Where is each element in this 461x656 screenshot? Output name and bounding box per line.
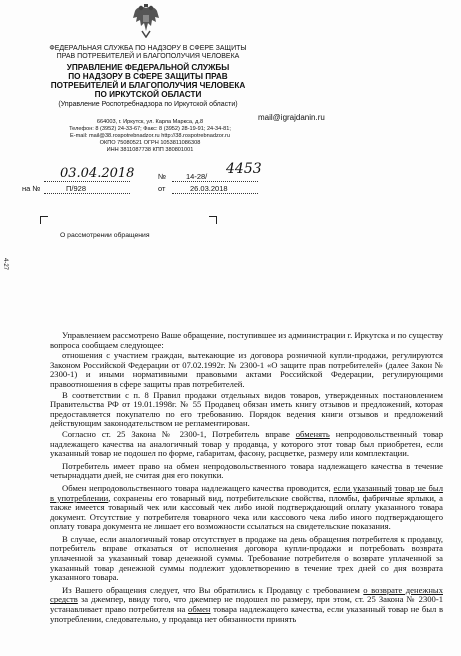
okpo-ogrn: ОКПО 75080521 ОГРН 1053811086308 [99,140,201,146]
paragraph-exchange-period: Потребитель имеет право на обмен непродовольственного товара надлежащего качества в течение четырнадцати дней, не считая дня его покупки. [50,460,443,481]
department-short-name: (Управление Роспотребнадзора по Иркутской области) [58,101,238,108]
outgoing-number-prefix: № [158,172,167,181]
paragraph-refund: В случае, если аналогичный товар отсутствует в продаже на день обращения потребителя к продавцу, потребитель вправе отказаться от исполнения договора купли-продажи и потребовать возврата уплаченной за указанный товар денежной суммы. Требование потребителя о возврате уплаченной за указанный товар денежной суммы подлежит удовлетворению в течение трех дней со дня возврата указанного товара. [50,533,443,583]
subject-line: О рассмотрении обращения [60,232,150,239]
agency-name-line1: ФЕДЕРАЛЬНАЯ СЛУЖБА ПО НАДЗОРУ В СФЕРЕ ЗАЩИТЫ [49,45,247,52]
incoming-number: П/928 [66,184,86,193]
outgoing-number: 14-28/ [186,172,208,181]
email-website: E-mail: mail@38.rospotrebnadzor.ru http://38.rospotrebnadzor.ru [70,133,230,139]
department-line4: ПО ИРКУТСКОЙ ОБЛАСТИ [94,90,202,99]
department-line2: ПО НАДЗОРУ В СФЕРЕ ЗАЩИТЫ ПРАВ [68,72,228,81]
letter-body [50,331,443,625]
subject-corner-right [209,216,217,224]
paragraph-conclusion: Из Вашего обращения следует, что Вы обратились к Продавцу с требованием о возврате денежных средств за джемпер, ввиду того, что джемпер не подошел по размеру, при этом, ст. 25 Закона № 2300-1 устанавливает право потребителя на обмен товара надлежащего качества, если указанный товар не был в употреблении, следовательно, у продавца нет обязанности принять [50,584,443,624]
incoming-from-label: от [158,184,166,193]
outgoing-date: 03.04.2018 [60,166,135,181]
number-underline [172,181,258,182]
incoming-date-underline [172,193,258,194]
incoming-number-underline [44,193,130,194]
department-line3: ПОТРЕБИТЕЛЕЙ И БЛАГОПОЛУЧИЯ ЧЕЛОВЕКА [50,81,246,90]
addressee-email: mail@igrajdanin.ru [258,113,325,122]
department-line1: УПРАВЛЕНИЕ ФЕДЕРАЛЬНОЙ СЛУЖБЫ [66,63,230,72]
paragraph-article25: Согласно ст. 25 Закона № 2300-1, Потребитель вправе обменять непродовольственный товар надлежащего качества на аналогичный товар у продавца, у которого этот товар был приобретен, если указанный товар не подошел по форме, габаритам, фасону, расцветке, размеру или комплектации. [50,428,443,459]
paragraph-law: отношения с участием граждан, вытекающие из договора розничной купли-продажи, регулируются Законом Российской Федерации от 07.02.1992г. № 2300-1 «О защите прав потребителей» (далее Закон № 2300-1) и иными нормативными правовыми актами Российской Федерации, регулирующими правоотношения в сфере защиты прав потребителей. [50,350,443,389]
handwritten-outgoing-number: 4453 [226,161,262,177]
subject-corner-left [40,216,48,224]
agency-name-line2: ПРАВ ПОТРЕБИТЕЛЕЙ И БЛАГОПОЛУЧИЯ ЧЕЛОВЕКА [56,53,240,60]
incoming-date: 26.03.2018 [190,184,228,193]
date-underline [44,181,130,182]
paragraph-intro: Управлением рассмотрено Ваше обращение, поступившее из администрации г. Иркутска и по существу вопроса сообщаем следующее: [50,330,443,350]
postal-address: 664003, г. Иркутск, ул. Карла Маркса, д.8 [96,119,204,125]
paragraph-exchange-conditions: Обмен непродовольственного товара надлежащего качества проводится, если указанный товар не был в употреблении, сохранены его товарный вид, потребительские свойства, пломбы, фабричные ярлыки, а также имеется товарный чек или кассовый чек либо иной подтверждающий оплату указанного товара документ. Отсутствие у потребителя товарного чека или кассового чека либо иного подтверждающего оплату товара документа не лишает его возможности ссылаться на свидетельские показания. [50,482,443,532]
incoming-number-prefix: на № [22,184,41,193]
margin-registration-number: 4-27 [2,258,8,271]
paragraph-rules: В соответствии с п. 8 Правил продажи отдельных видов товаров, утвержденных постановлением Правительства РФ от 19.01.1998г. № 55 Продавец обязан иметь книгу отзывов и предложений, которая предоставляется покупателю по его требованию. Порядок ведения книги отзывов и предложений действующим законодательством не регламентирован. [50,389,443,429]
inn-kpp: ИНН 3811087738 КПП 380801001 [106,147,194,153]
phone-fax: Телефон: 8 (3952) 24-33-67; Факс: 8 (3952) 28-19-91; 24-34-81; [69,126,231,132]
coat-of-arms-emblem [131,4,161,38]
